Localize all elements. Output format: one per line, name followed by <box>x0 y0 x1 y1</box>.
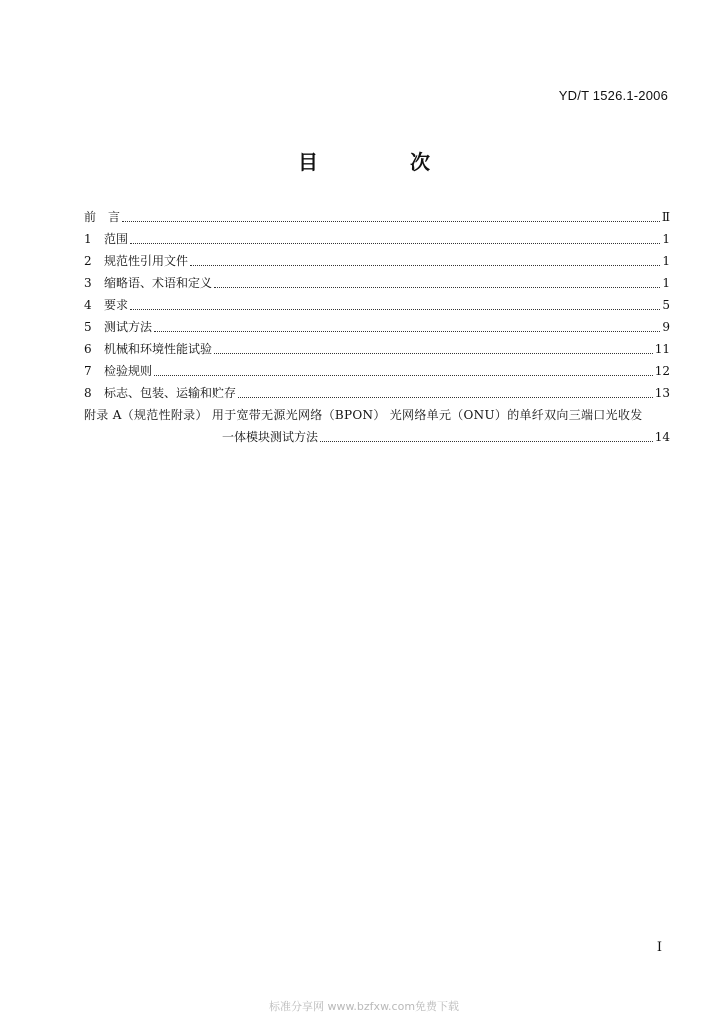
toc-entry-normative-references[interactable] <box>84 250 670 272</box>
toc-entry-number: 8 <box>84 386 92 400</box>
toc-annex-continuation <box>84 426 670 448</box>
toc-entry-page: 1 <box>662 254 670 268</box>
toc-entry-number: 6 <box>84 342 92 356</box>
toc-entry-page: 14 <box>654 430 670 444</box>
toc-leader-dots <box>154 375 653 376</box>
toc-entry-label: 测试方法 <box>104 320 153 334</box>
toc-entry-foreword[interactable] <box>84 206 670 228</box>
toc-leader-dots <box>214 353 653 354</box>
toc-leader-dots <box>122 221 660 222</box>
toc-entry-label: 范围 <box>104 232 129 246</box>
toc-entry-page: 11 <box>654 342 670 356</box>
toc-entry-label: 标志、包装、运输和贮存 <box>104 386 237 400</box>
toc-leader-dots <box>320 441 653 442</box>
table-of-contents <box>84 206 670 448</box>
toc-entry-marking-packaging[interactable] <box>84 382 670 404</box>
toc-entry-page: 1 <box>662 276 670 290</box>
toc-entry-number: 7 <box>84 364 92 378</box>
toc-leader-dots <box>130 243 660 244</box>
toc-entry-requirements[interactable] <box>84 294 670 316</box>
toc-entry-label: 前 言 <box>84 210 121 224</box>
toc-entry-abbreviations[interactable] <box>84 272 670 294</box>
toc-leader-dots <box>130 309 660 310</box>
standard-code: YD/T 1526.1-2006 <box>558 88 668 103</box>
toc-entry-scope[interactable] <box>84 228 670 250</box>
toc-leader-dots <box>190 265 660 266</box>
toc-entry-label: 规范性引用文件 <box>104 254 189 268</box>
toc-leader-dots <box>214 287 660 288</box>
toc-leader-dots <box>154 331 660 332</box>
toc-entry-page: 1 <box>662 232 670 246</box>
toc-entry-label: 要求 <box>104 298 129 312</box>
toc-annex-label-line2: 一体模块测试方法 <box>222 430 319 444</box>
toc-entry-page: 9 <box>662 320 670 334</box>
toc-entry-mechanical-environmental[interactable] <box>84 338 670 360</box>
toc-annex-label-line1: 附录 A（规范性附录） 用于宽带无源光网络（BPON） 光网络单元（ONU）的单纤双向三端口光收发 <box>84 408 643 422</box>
watermark-text: 标准分享网 www.bzfxw.com免费下载 <box>268 1000 460 1013</box>
toc-entry-label: 检验规则 <box>104 364 153 378</box>
toc-entry-number: 1 <box>84 232 92 246</box>
toc-entry-page: 5 <box>662 298 670 312</box>
toc-entry-test-methods[interactable] <box>84 316 670 338</box>
toc-entry-number: 3 <box>84 276 92 290</box>
toc-entry-number: 5 <box>84 320 92 334</box>
toc-entry-page: 13 <box>654 386 670 400</box>
toc-entry-number: 4 <box>84 298 92 312</box>
toc-entry-label: 缩略语、术语和定义 <box>104 276 213 290</box>
toc-entry-number: 2 <box>84 254 92 268</box>
toc-entry-label: 机械和环境性能试验 <box>104 342 213 356</box>
page-number: I <box>656 940 662 955</box>
toc-entry-page: 12 <box>654 364 670 378</box>
toc-leader-dots <box>238 397 653 398</box>
toc-entry-annex-a[interactable] <box>84 404 670 448</box>
toc-entry-page: Ⅱ <box>661 210 670 224</box>
page-title: 目 次 <box>298 150 466 174</box>
toc-entry-inspection-rules[interactable] <box>84 360 670 382</box>
